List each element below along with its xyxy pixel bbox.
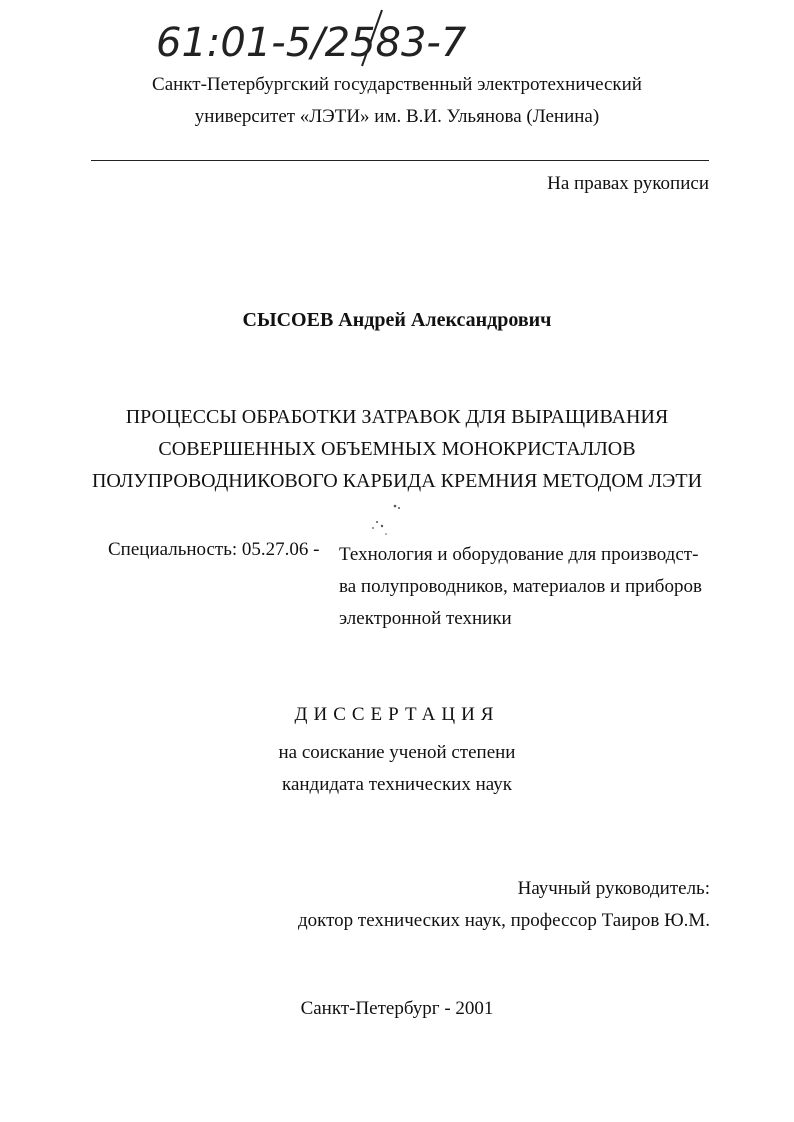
supervisor-label: Научный руководитель:: [517, 878, 710, 899]
author-name: СЫСОЕВ Андрей Александрович: [242, 309, 552, 331]
dissertation-label: ДИССЕРТАЦИЯ: [294, 704, 500, 725]
city-year: Санкт-Петербург - 2001: [300, 998, 494, 1019]
title-line-2: СОВЕРШЕННЫХ ОБЪЕМНЫХ МОНОКРИСТАЛЛОВ: [158, 438, 636, 460]
handwritten-archive-number-text: 61:01-5/2583-7: [156, 20, 467, 66]
scan-speck-marks: [355, 500, 415, 540]
specialty-line-3: электронной техники: [339, 608, 512, 629]
header-divider: [91, 160, 709, 161]
dissertation-title: [0, 401, 794, 497]
specialty-description: [339, 539, 702, 635]
degree-line-1: на соискание ученой степени: [278, 742, 516, 763]
specialty-code: Специальность: 05.27.06 -: [108, 539, 320, 560]
degree-info: [0, 737, 794, 801]
specialty-line-2: ва полупроводников, материалов и приборов: [339, 576, 702, 597]
title-line-1: ПРОЦЕССЫ ОБРАБОТКИ ЗАТРАВОК ДЛЯ ВЫРАЩИВАНИЯ: [125, 406, 669, 428]
supervisor-name: доктор технических наук, профессор Таиров Ю.М.: [297, 910, 710, 931]
title-line-3: ПОЛУПРОВОДНИКОВОГО КАРБИДА КРЕМНИЯ МЕТОДОМ ЛЭТИ: [91, 470, 703, 492]
university-line-1: Санкт-Петербургский государственный электротехнический: [152, 74, 642, 95]
university-header: [0, 69, 794, 133]
university-line-2: университет «ЛЭТИ» им. В.И. Ульянова (Ленина): [194, 106, 600, 127]
specialty-line-1: Технология и оборудование для производст-: [339, 544, 699, 565]
supervisor-block: [298, 873, 710, 937]
handwritten-archive-number: [150, 6, 570, 76]
manuscript-rights: На правах рукописи: [547, 173, 709, 194]
degree-line-2: кандидата технических наук: [282, 774, 512, 795]
